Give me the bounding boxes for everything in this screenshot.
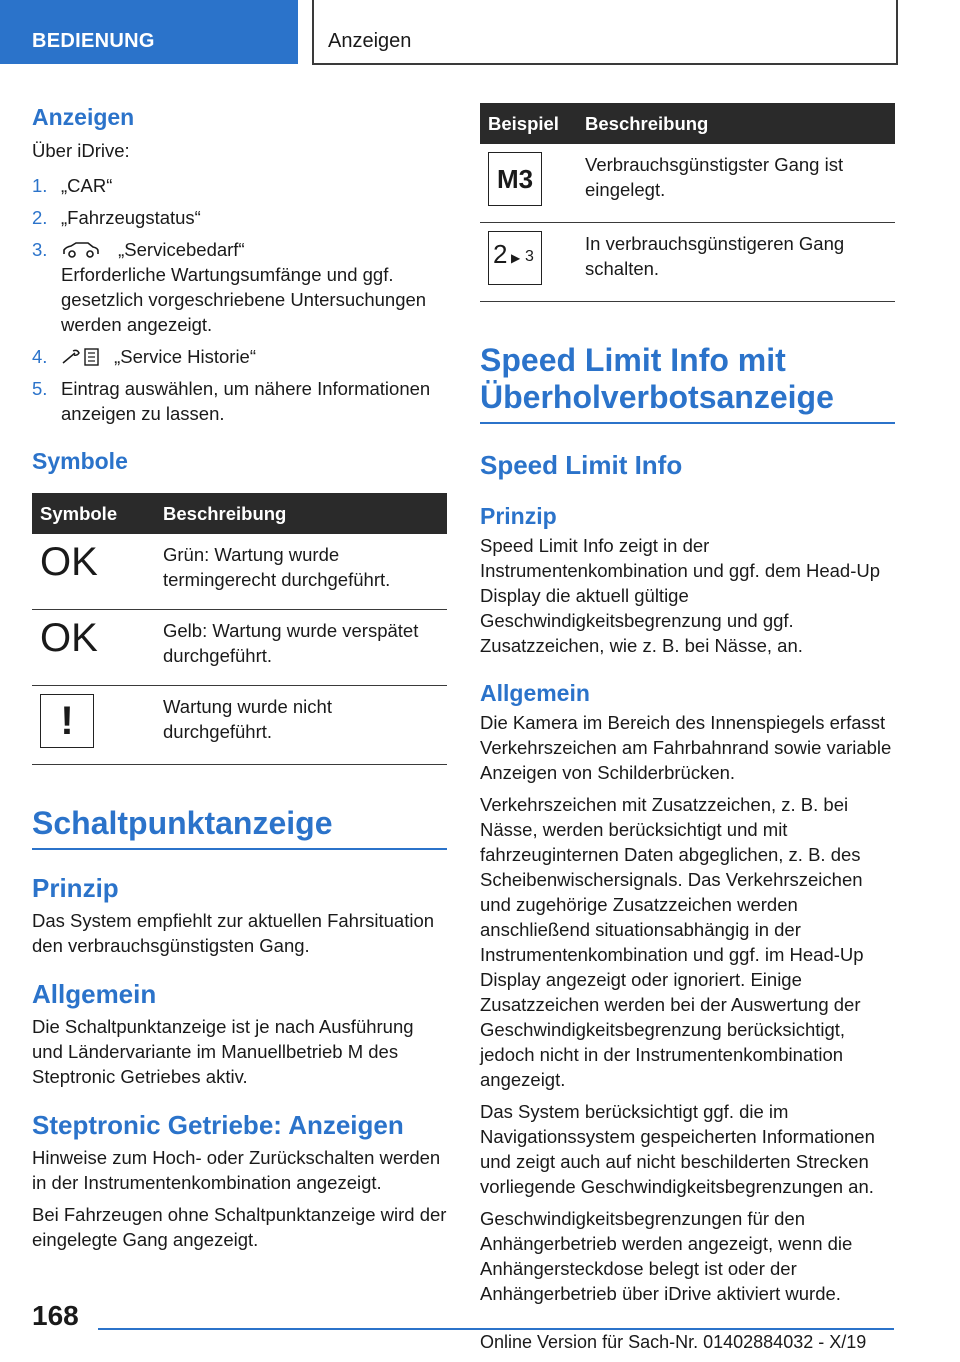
ok-green-icon: OK <box>40 540 98 584</box>
symbole-table <box>32 493 447 765</box>
service-history-icon <box>61 347 101 367</box>
list-item: 5. Eintrag auswählen, um nähere Informationen anzeigen zu lassen. <box>32 378 431 424</box>
prinzip-text: Das System empfiehlt zur aktuellen Fahrsituation den verbrauchsgünstigsten Gang. <box>32 910 435 956</box>
anzeigen-steps <box>32 173 447 426</box>
table-row: OK Grün: Wartung wurde termingerecht durchgeführt. <box>32 534 447 610</box>
car-icon <box>61 241 101 259</box>
list-item: 2. „Fahrzeugstatus“ <box>32 207 201 228</box>
exclamation-icon: ! <box>40 694 94 748</box>
allgemein-heading: Allgemein <box>32 979 157 1009</box>
footer-version: Online Version für Sach-Nr. 01402884032 - X/19 <box>480 1332 867 1352</box>
sli-allgemein-heading: Allgemein <box>480 680 590 706</box>
sli-allgemein-p3: Das System berücksichtigt ggf. die im Navigationssystem gespeicherten Informationen und zeigt auch auf nicht beschilderten Strecken vorliegende Geschwindigkeitsbegrenzungen an. <box>480 1101 875 1197</box>
list-item: 1. „CAR“ <box>32 175 113 196</box>
list-item: 3. „Servicebedarf“ Erforderliche Wartungsumfänge und ggf. gesetzlich vorgeschriebene Untersuchungen werden angezeigt. <box>32 237 447 337</box>
table-row: M3 Verbrauchsgünstigster Gang ist eingelegt. <box>480 144 895 223</box>
table-header-row <box>480 103 895 144</box>
symbole-heading: Symbole <box>32 448 128 474</box>
step-3-detail: Erforderliche Wartungsumfänge und ggf. gesetzlich vorgeschriebene Untersuchungen werden angezeigt. <box>61 264 427 335</box>
sli-heading: Speed Limit Info <box>480 450 683 480</box>
page-number: 168 <box>32 1300 79 1331</box>
right-column <box>480 103 895 1306</box>
table-header: Beschreibung <box>577 103 895 144</box>
table-row: ! Wartung wurde nicht durchgeführt. <box>32 686 447 765</box>
beispiel-table <box>480 103 895 302</box>
left-column <box>32 102 447 1252</box>
steptronic-text-2: Bei Fahrzeugen ohne Schaltpunktanzeige wird der eingelegte Gang angezeigt. <box>32 1204 447 1250</box>
steptronic-text-1: Hinweise zum Hoch- oder Zurückschalten werden in der Instrumentenkombination angezeigt. <box>32 1147 441 1193</box>
anzeigen-intro: Über iDrive: <box>32 140 130 161</box>
steptronic-heading: Steptronic Getriebe: Anzeigen <box>32 1110 404 1140</box>
list-item: 4. „Service Historie“ <box>32 346 256 367</box>
table-header: Beispiel <box>480 103 577 144</box>
sli-prinzip-heading: Prinzip <box>480 503 557 529</box>
table-row: OK Gelb: Wartung wurde verspätet durchgeführt. <box>32 610 447 686</box>
shift-up-icon: 2 ▶ 3 <box>488 231 542 285</box>
table-row: 2 ▶ 3 In verbrauchsgünstigeren Gang schalten. <box>480 223 895 302</box>
prinzip-heading: Prinzip <box>32 873 119 903</box>
table-header-row <box>32 493 447 534</box>
ok-yellow-icon: OK <box>40 616 98 660</box>
footer-divider <box>98 1328 894 1330</box>
schaltpunkt-heading: Schaltpunktanzeige <box>32 805 447 850</box>
gear-m3-icon: M3 <box>488 152 542 206</box>
sli-allgemein-p1: Die Kamera im Bereich des Innenspiegels erfasst Verkehrszeichen am Fahrbahnrand sowie variable Anzeigen von Schilderbrücken. <box>480 712 892 783</box>
anzeigen-heading: Anzeigen <box>32 104 135 130</box>
speed-limit-heading: Speed Limit Info mit Überholverbotsanzeige <box>480 342 895 424</box>
chapter-header <box>312 0 898 65</box>
table-header: Beschreibung <box>155 493 447 534</box>
section-header <box>0 0 298 64</box>
section-label: BEDIENUNG <box>32 30 155 52</box>
sli-prinzip-text: Speed Limit Info zeigt in der Instrumentenkombination und ggf. dem Head-Up Display die aktuell gültige Geschwindigkeitsbegrenzung und ggf. Zusatzzeichen, wie z. B. bei Nässe, an. <box>480 535 881 656</box>
table-header: Symbole <box>32 493 155 534</box>
chapter-label: Anzeigen <box>328 30 412 52</box>
sli-allgemein-p2: Verkehrszeichen mit Zusatzzeichen, z. B. bei Nässe, werden berücksichtigt und mit fahrzeuginternen Daten abgeglichen, z. B. des Scheibenwischersignals. Das Verkehrszeichen und zugehörige Zusatzzeichen werden anschließend situationsabhängig in der Instrumentenkombination und ggf. im Head-Up Display angezeigt oder ignoriert. Einige Zusatzzeichen werden bei der Auswertung der Geschwindigkeitsbegrenzung berücksichtigt, jedoch nicht in der Instrumentenkombination angezeigt. <box>480 794 864 1090</box>
allgemein-text: Die Schaltpunktanzeige ist je nach Ausführung und Ländervariante im Manuellbetrieb M des Steptronic Getriebes aktiv. <box>32 1016 414 1087</box>
sli-allgemein-p4: Geschwindigkeitsbegrenzungen für den Anhängerbetrieb werden angezeigt, wenn die Anhängersteckdose belegt ist oder der Anhängerbetrieb über iDrive aktiviert wurde. <box>480 1208 853 1304</box>
